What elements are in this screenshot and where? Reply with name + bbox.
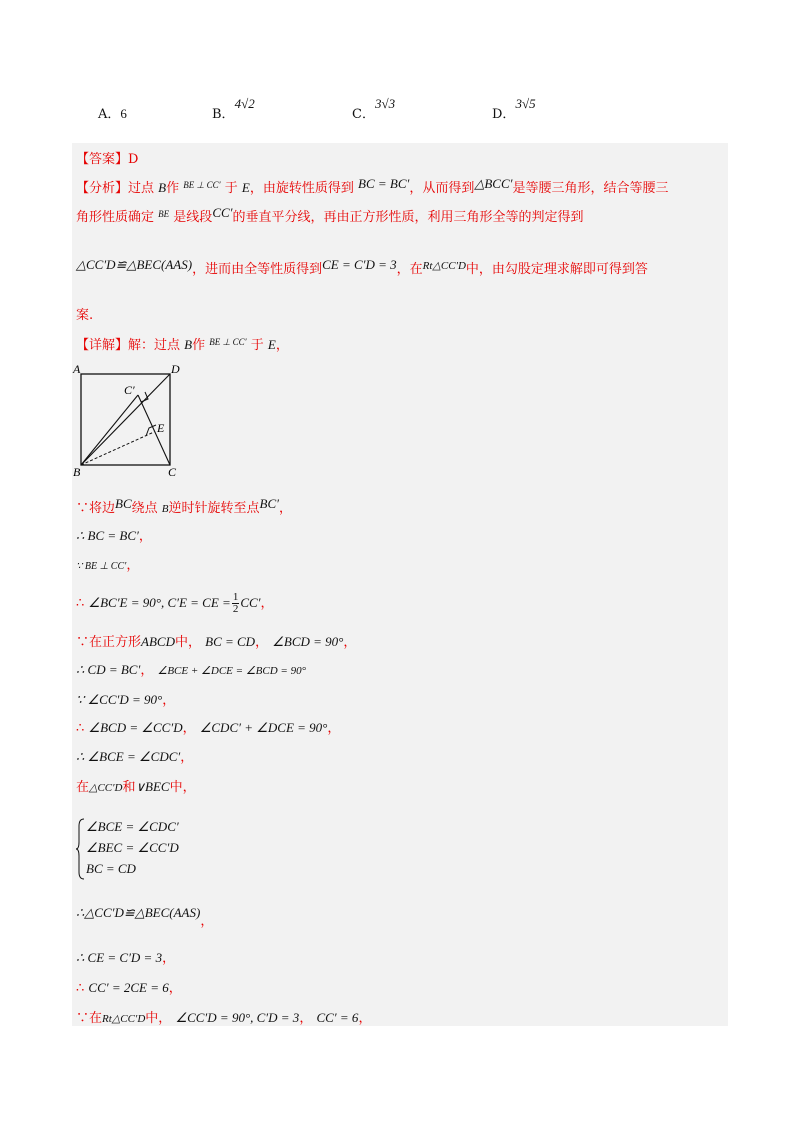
option-a-label: A． <box>98 107 121 122</box>
formula-cd-bc: ∴ CD = BC′ <box>76 662 141 677</box>
formula-bcd-ccd: ∠BCD = ∠CC′D <box>88 720 183 735</box>
step-text: ∵在 <box>76 1011 103 1026</box>
answer-value: D <box>128 152 139 167</box>
step-text: 在 <box>76 780 90 795</box>
formula-cc-eq: CC′ = 2CE = 6 <box>88 980 169 995</box>
square-figure <box>72 362 184 480</box>
analysis-text: 角形性质确定 <box>76 210 155 225</box>
analysis-text: ，由旋转性质得到 <box>249 181 354 196</box>
step-text: ， <box>168 981 182 996</box>
detail-text: ， <box>275 338 289 353</box>
formula-angle-bcd: ∠BCD = 90° <box>272 634 344 649</box>
formula-congruence: △CC′D≌△BEC(AAS) <box>76 257 193 272</box>
option-d-value: 3√5 <box>515 96 536 111</box>
step-text: ， <box>200 914 214 929</box>
step-text: 中， <box>169 780 196 795</box>
formula-cc-six: CC′ = 6 <box>316 1010 359 1025</box>
formula-bc-cd: BC = CD <box>205 634 256 649</box>
step-text: 和 <box>122 780 136 795</box>
answer-tag: 【答案】 <box>76 152 129 167</box>
analysis-text: 过点 <box>128 181 155 196</box>
label-c: C <box>168 465 177 479</box>
condition-1: ∠BCE = ∠CDC′ <box>86 819 179 834</box>
step-text: 绕点 <box>131 501 158 516</box>
formula-be-perp: BE ⊥ CC′ <box>183 180 221 190</box>
step-1 <box>76 497 292 516</box>
step-text: ， <box>140 663 154 678</box>
step-6 <box>76 659 306 678</box>
step-9 <box>76 746 193 765</box>
step-8 <box>76 717 340 736</box>
label-b: B <box>73 465 81 479</box>
step-text: ， <box>327 721 341 736</box>
fraction-numerator: 1 <box>232 591 239 603</box>
step-text: ， <box>255 635 269 650</box>
option-a-value: 6 <box>120 106 127 121</box>
step-text: ， <box>162 951 176 966</box>
formula-angle-ccd: ∵ ∠CC′D = 90° <box>76 692 163 707</box>
analysis-text: ，从而得到 <box>409 181 475 196</box>
step-text: ， <box>260 596 274 611</box>
step-text: ∵在正方形 <box>76 635 142 650</box>
triangle-ccd: △CC′D <box>89 782 123 794</box>
step-text: ， <box>299 1011 313 1026</box>
condition-3: BC = CD <box>86 861 136 876</box>
formula-bc-prime: BC′ <box>259 496 280 511</box>
step-3 <box>76 554 139 573</box>
segment-bc-prime <box>81 395 138 465</box>
option-c <box>352 96 396 122</box>
step-14 <box>76 1007 371 1026</box>
point-b: B <box>161 503 169 515</box>
step-text: ， <box>279 501 293 516</box>
option-c-value: 3√3 <box>374 96 396 111</box>
option-a <box>98 103 127 122</box>
formula-rt-triangle: Rt△CC′D <box>422 260 466 272</box>
formula-triangle-bcc: △BCC′ <box>474 176 513 191</box>
step-text: ∵将边 <box>76 501 116 516</box>
brace-icon <box>76 818 85 880</box>
formula-step-2: ∴ BC = BC′ <box>76 528 139 543</box>
formula-step-3: ∵ BE ⊥ CC′ <box>76 561 127 572</box>
analysis-text: ，在 <box>396 262 423 277</box>
formula-cdc-dce: ∠CDC′ + ∠DCE = 90° <box>199 720 328 735</box>
option-b-label: B． <box>212 107 235 122</box>
step-text: 中， <box>174 635 201 650</box>
step-11 <box>76 902 214 929</box>
detail-text: 作 <box>192 338 206 353</box>
formula-be: BE <box>158 209 170 219</box>
option-b <box>212 96 255 122</box>
analysis-line-1 <box>76 177 669 196</box>
point-e: E <box>267 337 276 352</box>
formula-cc: CC′ <box>212 205 233 220</box>
analysis-text: 案. <box>76 308 94 323</box>
formula-ccd-cd: ∠CC′D = 90°, C′D = 3 <box>175 1010 300 1025</box>
label-a: A <box>73 362 81 376</box>
formula-congruence: ∴△CC′D≌△BEC(AAS) <box>76 905 201 920</box>
point-b: B <box>184 337 193 352</box>
answer-line <box>76 148 138 167</box>
congruence-conditions <box>76 816 179 879</box>
step-10 <box>76 776 196 795</box>
formula-ce-eq: CE = C′D = 3 <box>322 257 397 272</box>
fraction-denominator: 2 <box>232 603 239 615</box>
detail-text: 解：过点 <box>128 338 181 353</box>
option-d <box>492 96 536 122</box>
step-13 <box>76 977 182 996</box>
step-text: ， <box>126 558 140 573</box>
point-e: E <box>241 180 250 195</box>
therefore-symbol: ∴ <box>76 721 85 736</box>
therefore-symbol: ∴ <box>76 981 85 996</box>
label-d: D <box>171 362 180 376</box>
step-12 <box>76 947 175 966</box>
analysis-text: 中，由勾股定理求解即可得到答 <box>465 262 648 277</box>
option-d-label: D． <box>492 107 516 122</box>
point-b: B <box>158 180 167 195</box>
analysis-text: 是等腰三角形，结合等腰三 <box>512 181 669 196</box>
formula-ce-eq: ∴ CE = C′D = 3 <box>76 950 163 965</box>
right-angle-mark-c-prime <box>141 392 148 402</box>
step-text: ， <box>162 693 176 708</box>
formula-step-4: ∠BC′E = 90°, C′E = CE = <box>88 595 231 610</box>
formula-be-perp: BE ⊥ CC′ <box>209 337 247 347</box>
option-c-label: C． <box>352 107 375 122</box>
step-text: ， <box>180 750 194 765</box>
fraction-half <box>232 592 240 615</box>
formula-bc: BC <box>115 496 132 511</box>
analysis-tag: 【分析】 <box>76 181 129 196</box>
detail-tag: 【详解】 <box>76 338 129 353</box>
analysis-line-2 <box>76 206 584 225</box>
analysis-text: ，进而由全等性质得到 <box>192 262 323 277</box>
step-text: 中， <box>145 1011 172 1026</box>
therefore-symbol: ∴ <box>76 596 85 611</box>
step-text: ， <box>138 529 152 544</box>
analysis-text: 是线段 <box>173 210 213 225</box>
analysis-text: 于 <box>224 181 238 196</box>
step-7 <box>76 689 175 708</box>
formula-bce-cdc: ∴ ∠BCE = ∠CDC′ <box>76 749 181 764</box>
step-5 <box>76 631 356 650</box>
analysis-text: 作 <box>166 181 180 196</box>
step-2 <box>76 525 152 544</box>
analysis-text: 的垂直平分线，再由正方形性质，利用三角形全等的判定得到 <box>232 210 584 225</box>
label-c-prime: C′ <box>124 383 135 397</box>
label-e: E <box>157 421 165 435</box>
step-4 <box>76 592 274 615</box>
formula-angle-sum: ∠BCE + ∠DCE = ∠BCD = 90° <box>157 665 306 677</box>
segment-be-dashed <box>81 432 154 465</box>
formula-bc-eq: BC = BC′ <box>358 176 410 191</box>
step-text: ， <box>182 721 196 736</box>
step-text: 逆时针旋转至点 <box>168 501 260 516</box>
option-b-value: 4√2 <box>234 96 255 111</box>
formula-cc: CC′ <box>240 595 261 610</box>
step-text: ， <box>343 635 357 650</box>
analysis-line-4 <box>76 304 93 323</box>
condition-2: ∠BEC = ∠CC′D <box>86 840 179 855</box>
analysis-line-3 <box>76 258 648 277</box>
detail-line <box>76 334 289 353</box>
formula-rt-triangle: Rt△CC′D <box>102 1013 146 1025</box>
detail-text: 于 <box>250 338 264 353</box>
triangle-bec: ∨BEC <box>135 779 170 794</box>
segment-cc-prime <box>138 395 170 465</box>
step-text: ， <box>358 1011 372 1026</box>
square-name: ABCD <box>141 634 175 649</box>
